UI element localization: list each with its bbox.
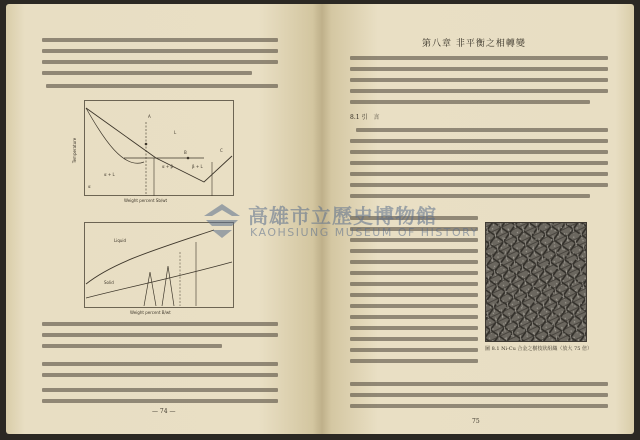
text-line bbox=[350, 78, 608, 82]
watermark-english: KAOHSIUNG MUSEUM OF HISTORY bbox=[250, 226, 479, 239]
left-page bbox=[6, 4, 322, 434]
page-number: 75 bbox=[472, 418, 480, 425]
text-line bbox=[350, 67, 608, 71]
phase-label: Solid bbox=[104, 280, 114, 285]
phase-label: L bbox=[174, 130, 177, 135]
text-line bbox=[350, 326, 478, 330]
open-book bbox=[6, 4, 634, 434]
text-line bbox=[350, 139, 608, 143]
point-label: A bbox=[148, 114, 151, 119]
text-line bbox=[350, 183, 608, 187]
text-line bbox=[350, 249, 478, 253]
text-line bbox=[350, 161, 608, 165]
phase-label: α + L bbox=[104, 172, 115, 177]
text-line bbox=[350, 271, 478, 275]
text-line bbox=[46, 84, 278, 88]
text-line bbox=[350, 89, 608, 93]
text-line bbox=[350, 382, 608, 386]
text-line bbox=[350, 238, 478, 242]
phase-diagram-svg bbox=[84, 100, 234, 196]
solidification-figure bbox=[84, 222, 234, 315]
text-line bbox=[42, 399, 278, 403]
phase-diagram-figure bbox=[72, 100, 234, 203]
text-line bbox=[42, 60, 278, 64]
text-line bbox=[350, 282, 478, 286]
micrograph-photo bbox=[485, 222, 587, 342]
text-line bbox=[350, 404, 608, 408]
watermark-chinese: 高雄市立歷史博物館 bbox=[248, 204, 437, 228]
text-line bbox=[350, 315, 478, 319]
text-line bbox=[350, 216, 478, 220]
text-line bbox=[350, 100, 590, 104]
text-line bbox=[42, 362, 278, 366]
caption-line bbox=[42, 333, 278, 337]
text-line bbox=[350, 393, 608, 397]
point-label: C bbox=[220, 148, 223, 153]
text-line bbox=[42, 38, 278, 42]
text-line bbox=[42, 373, 278, 377]
text-line bbox=[356, 128, 608, 132]
text-line bbox=[350, 172, 608, 176]
text-line bbox=[42, 71, 252, 75]
phase-label: α bbox=[88, 184, 91, 189]
phase-label: α + β bbox=[162, 164, 174, 169]
axis-label: Weight percent B/wt bbox=[130, 310, 171, 315]
text-line bbox=[350, 304, 478, 308]
caption-line bbox=[42, 322, 278, 326]
phase-label: Liquid bbox=[114, 238, 127, 243]
text-line bbox=[42, 388, 278, 392]
axis-label: Temperature bbox=[72, 137, 78, 164]
phase-label: β + L bbox=[192, 164, 203, 169]
solidification-svg bbox=[84, 222, 234, 308]
text-line bbox=[350, 260, 478, 264]
dendrite-pattern bbox=[486, 223, 586, 341]
right-page bbox=[322, 4, 634, 434]
photo-caption: 圖 8.1 Ni-Cu 合金之樹枝狀組織（放大 75 倍） bbox=[485, 346, 592, 352]
caption-line bbox=[42, 344, 222, 348]
text-line bbox=[350, 56, 608, 60]
chapter-title: 第八章 非平衡之相轉變 bbox=[422, 39, 526, 49]
text-line bbox=[350, 348, 478, 352]
page-number: — 74 — bbox=[152, 408, 176, 415]
text-line bbox=[350, 337, 478, 341]
text-line bbox=[350, 359, 478, 363]
text-line bbox=[350, 293, 478, 297]
text-line bbox=[350, 194, 590, 198]
text-line bbox=[350, 150, 608, 154]
text-line bbox=[42, 49, 278, 53]
axis-label: Weight percent Sb/wt bbox=[124, 198, 168, 203]
text-line bbox=[350, 227, 478, 231]
section-heading: 8.1 引 言 bbox=[350, 114, 380, 121]
point-label: B bbox=[184, 150, 187, 155]
